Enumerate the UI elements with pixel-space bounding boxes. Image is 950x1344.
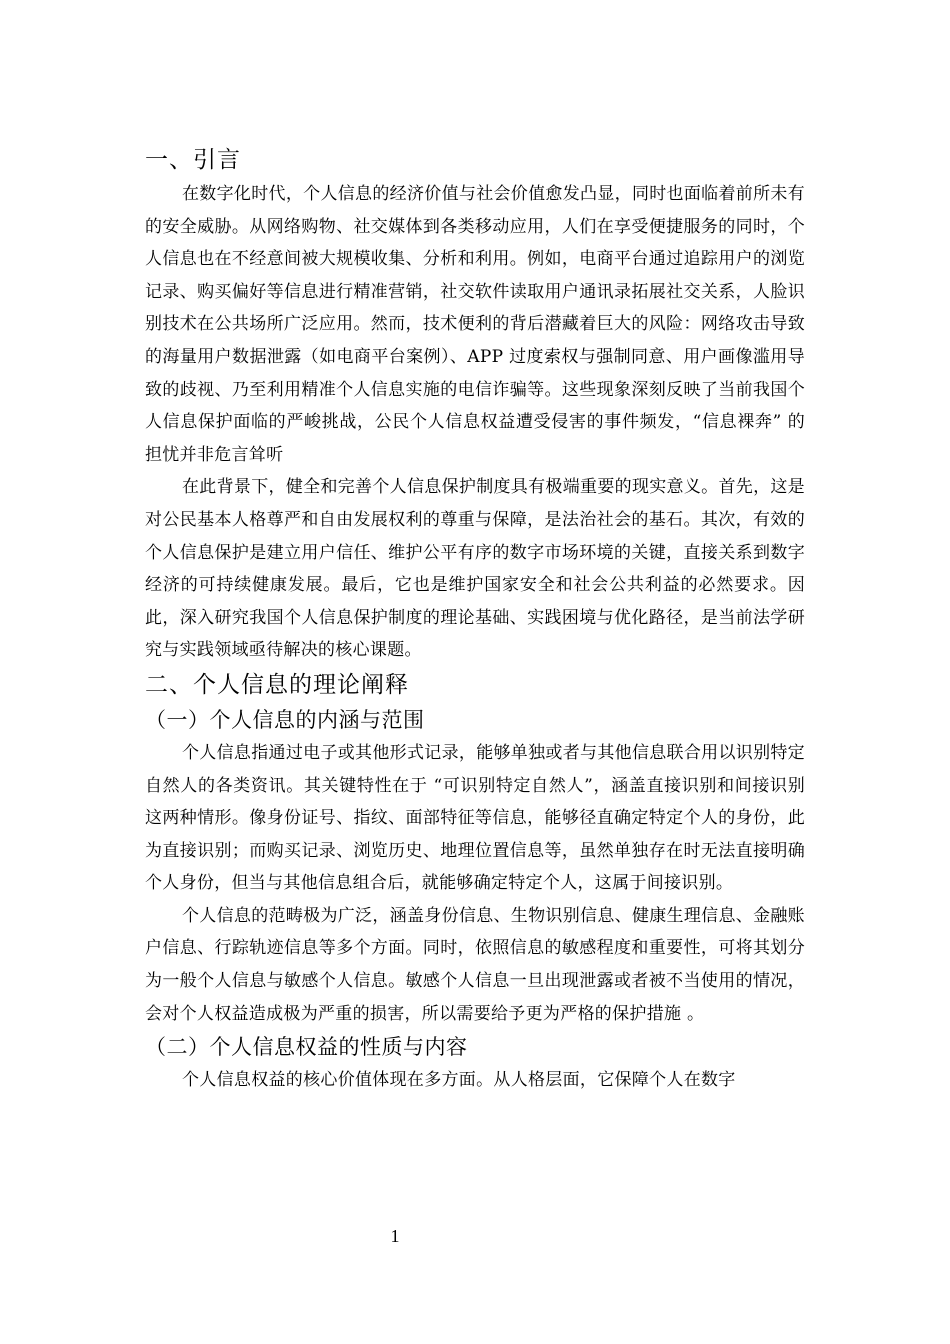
- body-paragraph: 个人信息的范畴极为广泛，涵盖身份信息、生物识别信息、健康生理信息、金融账户信息、行踪轨迹信息等多个方面。同时，依照信息的敏感程度和重要性，可将其划分为一般个人信息与敏感个人信息。敏感个人信息一旦出现泄露或者被不当使用的情况，会对个人权益造成极为严重的损害，所以需要给予更为严格的保护措施 。: [145, 905, 805, 1024]
- subsection-heading-nature: （二）个人信息权益的性质与内容: [145, 1035, 468, 1060]
- subsection-heading-scope: （一）个人信息的内涵与范围: [145, 707, 425, 732]
- page-number: 1: [390, 1226, 400, 1246]
- section-heading-introduction: 一、引言: [145, 147, 241, 173]
- body-paragraph: 个人信息指通过电子或其他形式记录，能够单独或者与其他信息联合用以识别特定自然人的各类资讯。其关键特性在于 “可识别特定自然人”，涵盖直接识别和间接识别这两种情形。像身份证号、指纹、面部特征等信息，能够径直确定特定个人的身份，此为直接识别；而购买记录、浏览历史、地理位置信息等，虽然单独存在时无法直接明确个人身份，但当与其他信息组合后，就能够确定特定个人，这属于间接识别。: [145, 742, 805, 894]
- page-content: [145, 140, 805, 1097]
- body-paragraph: 在此背景下，健全和完善个人信息保护制度具有极端重要的现实意义。首先，这是对公民基本人格尊严和自由发展权利的尊重与保障，是法治社会的基石。其次，有效的个人信息保护是建立用户信任、维护公平有序的数字市场环境的关键，直接关系到数字经济的可持续健康发展。最后，它也是维护国家安全和社会公共利益的必然要求。因此，深入研究我国个人信息保护制度的理论基础、实践困境与优化路径，是当前法学研究与实践领域亟待解决的核心课题。: [145, 477, 805, 661]
- body-paragraph: 个人信息权益的核心价值体现在多方面。从人格层面，它保障个人在数字: [182, 1070, 736, 1091]
- section-heading-theory: 二、个人信息的理论阐释: [145, 671, 409, 698]
- body-paragraph: 在数字化时代，个人信息的经济价值与社会价值愈发凸显，同时也面临着前所未有的安全威胁。从网络购物、社交媒体到各类移动应用，人们在享受便捷服务的同时，个人信息也在不经意间被大规模收集、分析和利用。例如，电商平台通过追踪用户的浏览记录、购买偏好等信息进行精准营销，社交软件读取用户通讯录拓展社交关系，人脸识别技术在公共场所广泛应用。然而，技术便利的背后潜藏着巨大的风险：网络攻击导致的海量用户数据泄露（如电商平台案例）、APP 过度索权与强制同意、用户画像滥用导致的歧视、乃至利用精准个人信息实施的电信诈骗等。这些现象深刻反映了当前我国个人信息保护面临的严峻挑战，公民个人信息权益遭受侵害的事件频发，“信息裸奔” 的担忧并非危言耸听: [145, 184, 805, 465]
